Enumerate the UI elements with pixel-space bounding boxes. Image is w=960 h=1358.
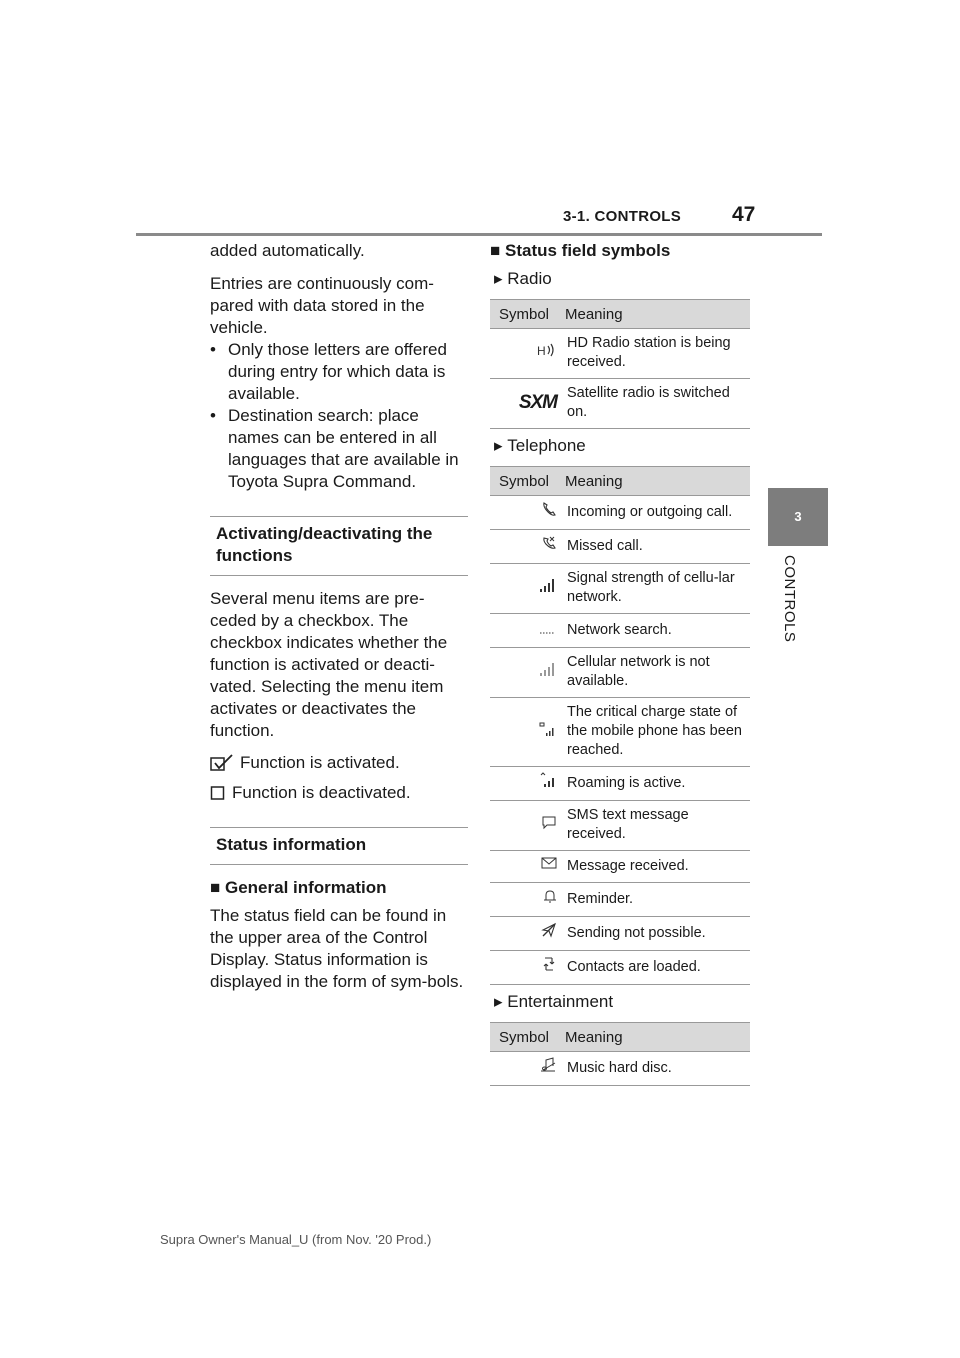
table-row bbox=[490, 917, 750, 951]
table-row bbox=[490, 951, 750, 985]
meaning-text: Cellular network is not available. bbox=[565, 648, 750, 698]
bullet-text: Only those letters are offered during entry for which data is available. bbox=[228, 340, 447, 403]
page-number: 47 bbox=[732, 203, 756, 226]
paragraph-entries: Entries are continuously com-pared with data stored in the vehicle. bbox=[210, 274, 434, 337]
deactivated-row bbox=[210, 782, 468, 804]
footer: Supra Owner's Manual_U (from Nov. '20 Prod.) bbox=[160, 1232, 432, 1247]
chapter-label: CONTROLS bbox=[781, 555, 798, 643]
checkbox-checked-icon bbox=[210, 754, 234, 772]
section-title: 3-1. CONTROLS bbox=[563, 208, 682, 225]
entertainment-subheading: ▸ Entertainment bbox=[494, 992, 614, 1011]
col-symbol: Symbol bbox=[490, 467, 565, 496]
col-symbol: Symbol bbox=[490, 1023, 565, 1052]
svg-text:H: H bbox=[537, 344, 546, 358]
sending-blocked-icon bbox=[541, 922, 557, 938]
bullet-item: • Destination search: place names can be entered in all languages that are available in Toyota Supra Command. bbox=[210, 406, 459, 491]
meaning-text: Reminder. bbox=[565, 883, 750, 917]
table-row bbox=[490, 614, 750, 648]
entertainment-title: Entertainment bbox=[507, 992, 614, 1011]
table-row bbox=[490, 801, 750, 851]
battery-critical-icon bbox=[539, 721, 557, 737]
deactivated-text: Function is deactivated. bbox=[232, 783, 411, 802]
table-row bbox=[490, 564, 750, 614]
missed-call-icon bbox=[541, 535, 557, 551]
general-info-text: General information bbox=[225, 878, 387, 897]
bullet-text: Destination search: place names can be entered in all languages that are available in Toyota Supra Command. bbox=[228, 406, 459, 491]
meaning-text: Sending not possible. bbox=[565, 917, 750, 951]
meaning-text: Message received. bbox=[565, 851, 750, 883]
signal-strength-icon bbox=[539, 577, 557, 593]
radio-table bbox=[490, 299, 750, 429]
status-symbols-heading: ■ Status field symbols bbox=[490, 241, 671, 260]
envelope-icon bbox=[541, 856, 557, 870]
section-heading-status: Status information bbox=[210, 827, 468, 865]
meaning-text: Incoming or outgoing call. bbox=[565, 496, 750, 530]
radio-title: Radio bbox=[507, 269, 552, 288]
col-meaning: Meaning bbox=[565, 300, 750, 329]
sxm-icon: SXM bbox=[518, 391, 557, 413]
sms-icon bbox=[541, 814, 557, 830]
telephone-subheading: ▸ Telephone bbox=[494, 436, 586, 455]
music-disc-icon bbox=[539, 1057, 557, 1073]
phone-call-icon bbox=[541, 501, 557, 517]
meaning-text: HD Radio station is being received. bbox=[565, 329, 750, 379]
general-info-heading: ■ General information bbox=[210, 878, 387, 897]
paragraph-status-field: The status field can be found in the upper area of the Control Display. Status information is displayed in the form of sym-bols. bbox=[210, 906, 464, 991]
table-row bbox=[490, 496, 750, 530]
telephone-table bbox=[490, 466, 750, 985]
meaning-text: Music hard disc. bbox=[565, 1052, 750, 1086]
col-meaning: Meaning bbox=[565, 467, 750, 496]
telephone-title: Telephone bbox=[507, 436, 586, 455]
checkbox-empty-icon bbox=[210, 785, 226, 801]
status-symbols-text: Status field symbols bbox=[505, 241, 671, 260]
entertainment-table bbox=[490, 1022, 750, 1086]
table-row bbox=[490, 648, 750, 698]
table-row bbox=[490, 883, 750, 917]
network-search-icon bbox=[539, 619, 557, 635]
right-column bbox=[490, 240, 750, 1086]
table-row bbox=[490, 530, 750, 564]
header-rule bbox=[136, 233, 822, 236]
section-heading-activating: Activating/deactivating the functions bbox=[210, 516, 468, 576]
hd-radio-icon bbox=[537, 342, 557, 358]
table-row bbox=[490, 379, 750, 429]
table-header-row bbox=[490, 300, 750, 329]
table-header-row bbox=[490, 1023, 750, 1052]
bullet-item: • Only those letters are offered during entry for which data is available. bbox=[210, 340, 447, 403]
meaning-text: Satellite radio is switched on. bbox=[565, 379, 750, 429]
activated-text: Function is activated. bbox=[240, 753, 400, 772]
paragraph-checkbox: Several menu items are pre-ceded by a checkbox. The checkbox indicates whether the function is activated or deacti-vated. Selecting the menu item activates or deactivates the function. bbox=[210, 589, 448, 740]
meaning-text: Missed call. bbox=[565, 530, 750, 564]
table-row bbox=[490, 851, 750, 883]
paragraph-added: added automatically. bbox=[210, 241, 365, 260]
no-network-icon bbox=[539, 661, 557, 677]
meaning-text: Network search. bbox=[565, 614, 750, 648]
bell-icon bbox=[543, 888, 557, 904]
table-row bbox=[490, 698, 750, 767]
activated-row bbox=[210, 752, 468, 774]
col-meaning: Meaning bbox=[565, 1023, 750, 1052]
meaning-text: Signal strength of cellu-lar network. bbox=[565, 564, 750, 614]
meaning-text: Contacts are loaded. bbox=[565, 951, 750, 985]
table-row bbox=[490, 1052, 750, 1086]
table-header-row bbox=[490, 467, 750, 496]
meaning-text: SMS text message received. bbox=[565, 801, 750, 851]
chapter-tab: 3 bbox=[768, 488, 828, 546]
left-column bbox=[210, 240, 468, 993]
roaming-icon bbox=[539, 772, 557, 788]
radio-subheading: ▸ Radio bbox=[494, 269, 552, 288]
meaning-text: The critical charge state of the mobile phone has been reached. bbox=[565, 698, 750, 767]
col-symbol: Symbol bbox=[490, 300, 565, 329]
meaning-text: Roaming is active. bbox=[565, 767, 750, 801]
table-row bbox=[490, 767, 750, 801]
contacts-loaded-icon bbox=[541, 956, 557, 972]
table-row bbox=[490, 329, 750, 379]
